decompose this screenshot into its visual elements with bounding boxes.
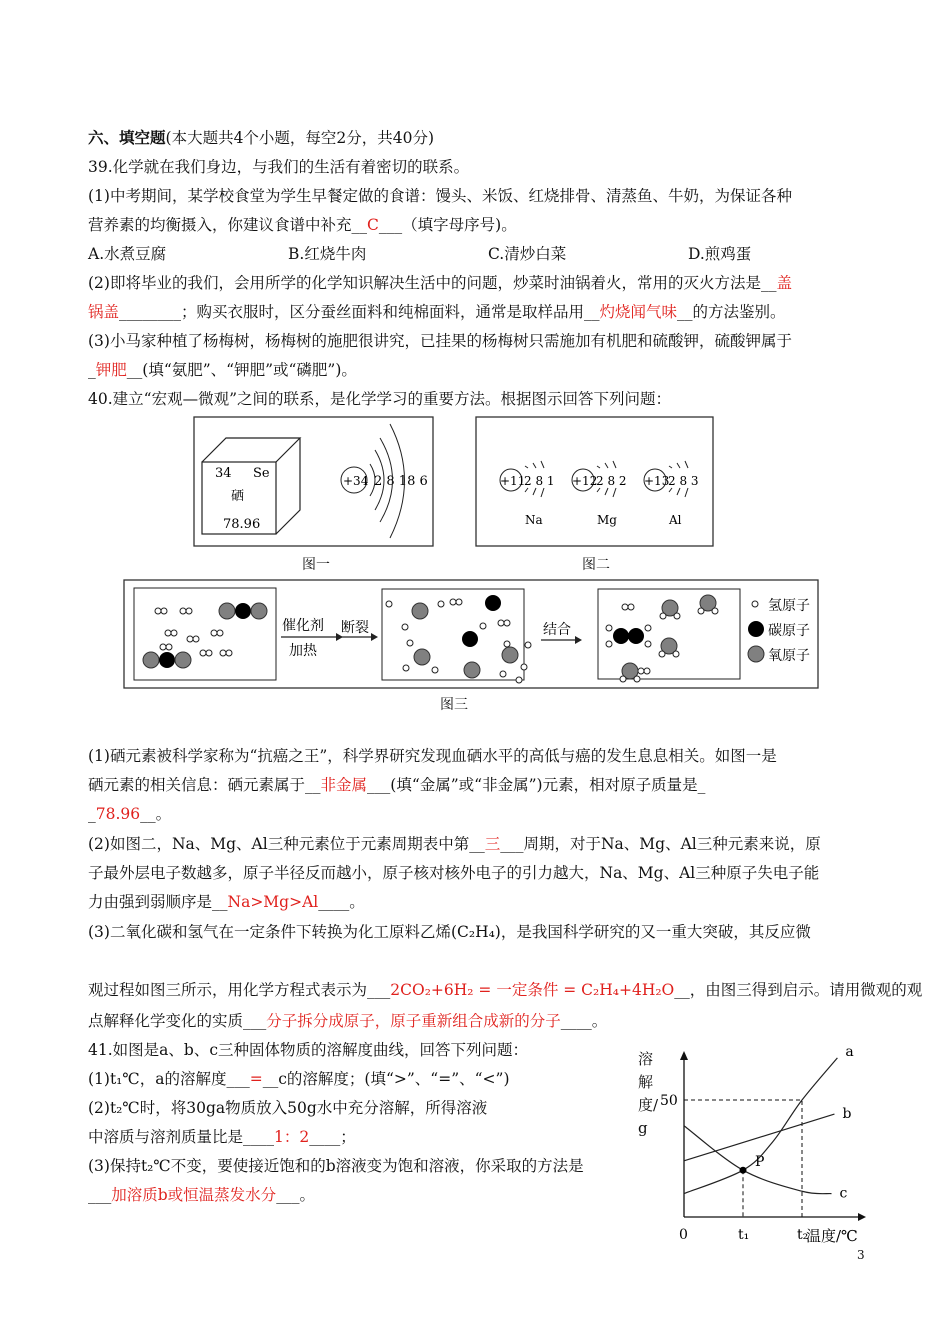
- hydrogen-atom: [644, 668, 650, 674]
- carbon-atom: [235, 603, 251, 619]
- hydrogen-atom: [187, 636, 193, 642]
- legend-oxygen: 氧原子: [768, 648, 810, 664]
- hydrogen-atom: [498, 620, 504, 626]
- question-text: _: [88, 805, 96, 823]
- nucleus-charge: +11: [500, 474, 526, 488]
- atomic-mass: 78.96: [223, 517, 261, 532]
- text-line: [88, 1185, 315, 1205]
- carbon-atom: [628, 628, 644, 644]
- oxygen-legend-icon: [748, 646, 764, 662]
- text-line: [88, 302, 786, 322]
- x-tick-label: 0: [679, 1227, 688, 1243]
- hydrogen-atom: [165, 630, 171, 636]
- hydrogen-atom: [211, 630, 217, 636]
- answer-text: 2CO₂+6H₂ = 一定条件 = C₂H₄+4H₂O: [390, 981, 675, 999]
- section-header: [88, 128, 434, 148]
- hydrogen-atom: [456, 599, 462, 605]
- electron-shells: 2 8 1: [524, 474, 555, 488]
- text-line: [88, 1011, 607, 1031]
- curve-a: [684, 1058, 837, 1194]
- text-line: [88, 331, 792, 351]
- hydrogen-atom: [193, 636, 199, 642]
- question-text: (2)即将毕业的我们，会用所学的化学知识解决生活中的问题，炒菜时油锅着火，常用的灭火方法是__: [88, 274, 777, 292]
- text-line: [88, 1156, 584, 1176]
- text-line: [88, 1098, 487, 1118]
- atomic-number: 34: [215, 466, 232, 481]
- question-text: __，由图三得到启示。请用微观的观: [674, 981, 923, 999]
- x-axis-arrow-icon: [858, 1213, 866, 1221]
- text-line: [88, 863, 819, 883]
- hydrogen-atom: [673, 651, 679, 657]
- oxygen-atom: [464, 662, 480, 678]
- hydrogen-atom: [674, 613, 680, 619]
- hydrogen-atom: [606, 625, 612, 631]
- hydrogen-atom: [161, 608, 167, 614]
- text-line: [88, 1127, 356, 1147]
- text-line: [88, 1069, 510, 1089]
- text-line: [88, 834, 821, 854]
- answer-text: C: [367, 216, 379, 234]
- text-line: [88, 746, 777, 766]
- element-symbol: Mg: [597, 513, 617, 527]
- question-text: __。: [140, 805, 172, 823]
- hydrogen-atom: [698, 608, 704, 614]
- hydrogen-atom: [525, 642, 531, 648]
- element-symbol: Al: [669, 513, 682, 527]
- carbon-atom: [159, 652, 175, 668]
- hydrogen-atom: [450, 599, 456, 605]
- option-A: A.水煮豆腐: [88, 245, 167, 263]
- y-axis-arrow-icon: [680, 1051, 688, 1060]
- figure-3-reaction: [123, 579, 820, 690]
- y-axis-label: 溶解度/g: [638, 1050, 659, 1137]
- hydrogen-atom: [645, 625, 651, 631]
- question-text: ________；购买衣服时，区分蚕丝面料和纯棉面料，通常是取样品用__: [119, 303, 600, 321]
- figure-1-caption: 图一: [302, 557, 330, 573]
- curve-label-a: a: [845, 1043, 854, 1060]
- curve-label-c: c: [839, 1185, 848, 1202]
- carbon-atom: [485, 595, 501, 611]
- option-B: B.红烧牛肉: [288, 245, 367, 263]
- hydrogen-atom: [521, 664, 527, 670]
- figure-2-atoms: [475, 416, 715, 548]
- question-text: ____。: [560, 1012, 608, 1030]
- hydrogen-atom: [500, 671, 506, 677]
- text-line: [88, 1040, 528, 1060]
- guide-lines: [684, 1100, 802, 1217]
- question-text: (3)保持t₂℃不变，要使接近饱和的b溶液变为饱和溶液，你采取的方法是: [88, 1157, 584, 1175]
- oxygen-atom: [219, 603, 235, 619]
- answer-text: 非金属: [320, 776, 368, 794]
- answer-text: 锅盖: [88, 303, 120, 321]
- hydrogen-atom: [226, 650, 232, 656]
- hydrogen-atom: [155, 608, 161, 614]
- answer-text: 加溶质b或恒温蒸发水分: [111, 1186, 277, 1204]
- hydrogen-atom: [186, 608, 192, 614]
- question-text: 子最外层电子数越多，原子半径反而越小，原子核对核外电子的引力越大，Na、Mg、Al三种原子失电子能: [88, 864, 820, 882]
- answer-text: 1：2: [274, 1128, 310, 1146]
- hydrogen-atom: [403, 665, 409, 671]
- hydrogen-atom: [402, 624, 408, 630]
- answer-text: Na>Mg>Al: [227, 893, 319, 911]
- text-line: [88, 157, 469, 177]
- text-line: [88, 892, 365, 912]
- solubility-chart: [630, 1040, 870, 1250]
- hydrogen-atom: [217, 630, 223, 636]
- curve-label-b: b: [842, 1106, 852, 1123]
- answer-text: 78.96: [95, 805, 141, 823]
- hydrogen-atom: [634, 676, 640, 682]
- catalyst-label: 催化剂: [282, 618, 324, 634]
- question-text: 观过程如图三所示，用化学方程式表示为___: [88, 981, 391, 999]
- question-text: ____。: [318, 893, 365, 911]
- point-label: P: [755, 1154, 765, 1171]
- hydrogen-atom: [407, 640, 413, 646]
- question-text: ___: [88, 1186, 112, 1204]
- question-text: __c的溶解度；(填“>”、“=”、“<”): [262, 1070, 510, 1088]
- element-symbol: Na: [525, 513, 543, 527]
- carbon-legend-icon: [748, 621, 764, 637]
- oxygen-atom: [143, 652, 159, 668]
- element-symbol: Se: [253, 466, 270, 481]
- hydrogen-atom: [638, 668, 644, 674]
- electron-shells: 2 8 2: [596, 474, 627, 488]
- question-text: 硒元素的相关信息：硒元素属于__: [88, 776, 321, 794]
- hydrogen-atom: [166, 644, 172, 650]
- hydrogen-atom: [660, 613, 666, 619]
- question-text: (3)二氧化碳和氢气在一定条件下转换为化工原料乙烯(C₂H₄)，是我国科学研究的又一重大突破，其反应微: [88, 923, 811, 941]
- carbon-atom: [462, 631, 478, 647]
- oxygen-atom: [175, 652, 191, 668]
- legend-carbon: 碳原子: [768, 623, 810, 639]
- question-text: 40.建立“宏观—微观”之间的联系，是化学学习的重要方法。根据图示回答下列问题：: [88, 390, 672, 408]
- hydrogen-atom: [206, 650, 212, 656]
- nucleus-charge: +34: [343, 474, 369, 488]
- hydrogen-atom: [438, 601, 444, 607]
- hydrogen-atom: [516, 677, 522, 683]
- hydrogen-atom: [628, 604, 634, 610]
- electron-shells: 2 8 18 6: [374, 474, 428, 489]
- hydrogen-legend-icon: [752, 601, 758, 607]
- question-text: (1)t₁℃，a的溶解度___: [88, 1070, 250, 1088]
- carbon-atom: [613, 628, 629, 644]
- hydrogen-atom: [622, 604, 628, 610]
- question-text: (2)t₂℃时，将30ga物质放入50g水中充分溶解，所得溶液: [88, 1099, 488, 1117]
- hydrogen-atom: [659, 651, 665, 657]
- question-text: 营养素的均衡摄入，你建议食谱中补充__: [88, 216, 368, 234]
- nucleus-charge: +12: [572, 474, 598, 488]
- oxygen-atom: [251, 603, 267, 619]
- option-C: C.清炒白菜: [488, 245, 567, 263]
- oxygen-atom: [412, 603, 428, 619]
- hydrogen-atom: [200, 650, 206, 656]
- section-note: (本大题共4个小题，每空2分，共40分): [165, 129, 435, 147]
- question-text: 39.化学就在我们身边，与我们的生活有着密切的联系。: [88, 158, 470, 176]
- oxygen-atom: [414, 649, 430, 665]
- heat-label: 加热: [289, 643, 317, 659]
- question-text: ___（填字母序号)。: [378, 216, 517, 234]
- question-text: (1)中考期间，某学校食堂为学生早餐定做的食谱：馒头、米饭、红烧排骨、清蒸鱼、牛奶，为保证各种: [88, 187, 792, 205]
- hydrogen-atom: [432, 667, 438, 673]
- text-line: [88, 215, 517, 235]
- oxygen-atom: [502, 647, 518, 663]
- text-line: [88, 273, 792, 293]
- question-text: 力由强到弱顺序是__: [88, 893, 228, 911]
- question-text: ___周期，对于Na、Mg、Al三种元素来说，原: [500, 835, 821, 853]
- hydrogen-atom: [606, 641, 612, 647]
- text-line: [88, 775, 705, 795]
- text-line: [88, 922, 811, 942]
- hydrogen-atom: [180, 608, 186, 614]
- hydrogen-atom: [712, 608, 718, 614]
- question-text: (2)如图二，Na、Mg、Al三种元素位于元素周期表中第__: [88, 835, 485, 853]
- hydrogen-atom: [480, 623, 486, 629]
- answer-text: =: [249, 1070, 263, 1088]
- answer-text: 三: [484, 835, 501, 853]
- hydrogen-atom: [220, 650, 226, 656]
- intersection-point: [740, 1167, 747, 1174]
- x-tick-label: t₂: [797, 1227, 809, 1243]
- answer-text: 钾肥: [95, 361, 127, 379]
- text-line: [88, 389, 671, 409]
- question-text: ___(填“金属”或“非金属”)元素，相对原子质量是_: [367, 776, 706, 794]
- question-text: 点解释化学变化的实质___: [88, 1012, 267, 1030]
- legend-hydrogen: 氢原子: [768, 598, 810, 614]
- question-text: 41.如图是a、b、c三种固体物质的溶解度曲线，回答下列问题：: [88, 1041, 528, 1059]
- hydrogen-atom: [160, 644, 166, 650]
- question-text: (3)小马家种植了杨梅树，杨梅树的施肥很讲究，已挂果的杨梅树只需施加有机肥和硫酸钾，硫酸钾属于: [88, 332, 792, 350]
- hydrogen-atom: [504, 641, 510, 647]
- text-line: [88, 804, 171, 824]
- hydrogen-atom: [645, 641, 651, 647]
- answer-text: 灼烧闻气味: [599, 303, 678, 321]
- text-line: [88, 186, 792, 206]
- answer-text: 分子拆分成原子，原子重新组合成新的分子: [266, 1012, 561, 1030]
- text-line: [88, 360, 357, 380]
- question-text: __的方法鉴别。: [677, 303, 786, 321]
- hydrogen-atom: [386, 601, 392, 607]
- x-tick-label: t₁: [738, 1227, 750, 1243]
- text-line: [88, 244, 888, 264]
- page-number: 3: [857, 1248, 865, 1262]
- nucleus-charge: +13: [644, 474, 670, 488]
- combine-label: 结合: [543, 622, 571, 638]
- electron-shells: 2 8 3: [668, 474, 699, 488]
- figure-2-caption: 图二: [582, 557, 610, 573]
- question-text: ____；: [309, 1128, 356, 1146]
- figure-1-selenium: [193, 416, 435, 548]
- figure-3-caption: 图三: [440, 697, 468, 713]
- question-text: _: [88, 361, 96, 379]
- hydrogen-atom: [504, 620, 510, 626]
- section-title: 六、填空题: [88, 128, 166, 147]
- hydrogen-atom: [620, 676, 626, 682]
- answer-text: 盖: [776, 274, 792, 292]
- hydrogen-atom: [171, 630, 177, 636]
- text-line: [88, 980, 922, 1000]
- question-text: (1)硒元素被科学家称为“抗癌之王”，科学界研究发现血硒水平的高低与癌的发生息息相关。如图一是: [88, 747, 777, 765]
- y-tick-label: 50: [660, 1093, 678, 1109]
- question-text: 中溶质与溶剂质量比是____: [88, 1128, 275, 1146]
- question-text: __(填“氨肥”、“钾肥”或“磷肥”)。: [126, 361, 357, 379]
- question-text: ___。: [276, 1186, 315, 1204]
- break-label: 断裂: [341, 620, 369, 636]
- option-D: D.煎鸡蛋: [688, 245, 752, 263]
- x-axis-label: 温度/℃: [806, 1227, 858, 1245]
- element-name: 硒: [231, 489, 245, 504]
